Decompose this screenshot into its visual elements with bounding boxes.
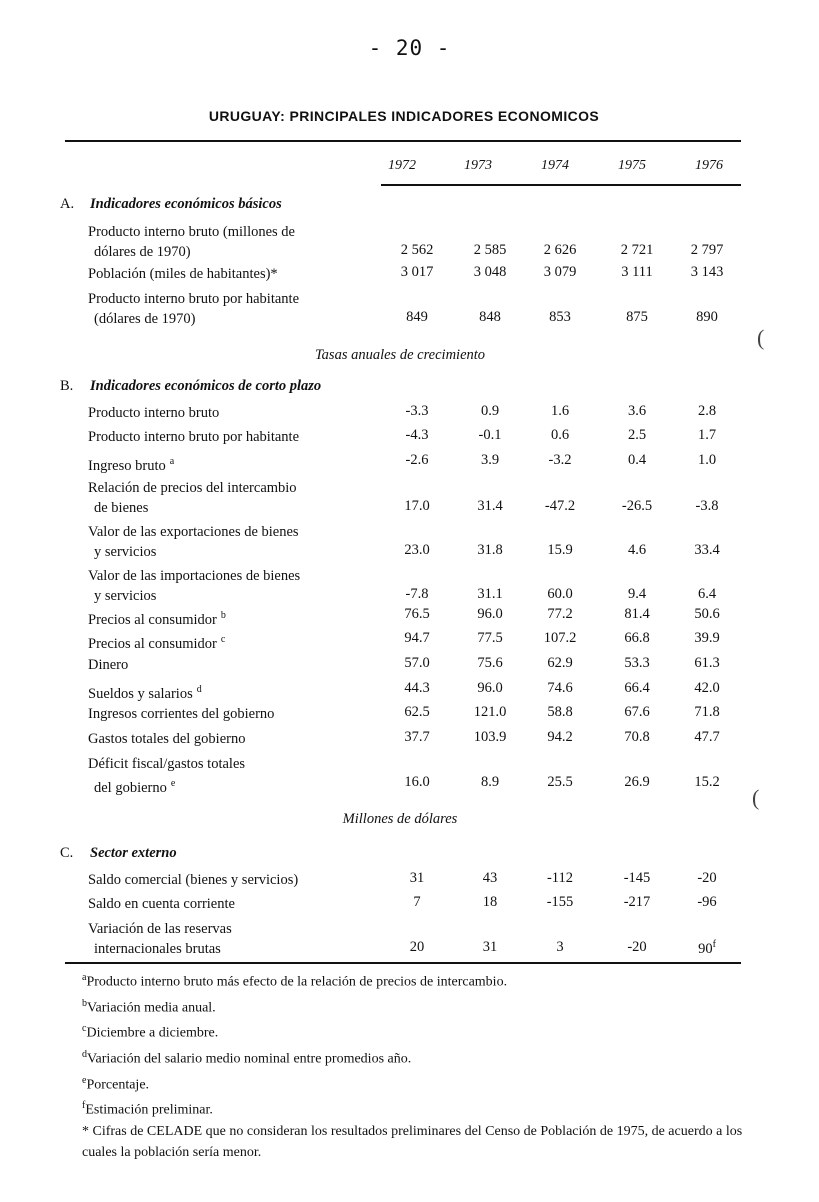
row-label xyxy=(88,264,278,284)
cell-text: 67.6 xyxy=(624,704,650,720)
cell-text: 15.2 xyxy=(694,774,720,790)
row-label-line: del gobierno xyxy=(94,779,167,796)
row-label-line: y servicios xyxy=(94,544,157,560)
footnote xyxy=(82,1018,778,1044)
cell-text: 62.9 xyxy=(547,655,573,671)
row-label-line: Dinero xyxy=(88,657,129,673)
cell-text: 70.8 xyxy=(624,729,650,745)
cell-value xyxy=(672,542,742,559)
cell-value xyxy=(672,452,742,469)
cell-value xyxy=(602,870,672,887)
footnote-text: Porcentaje. xyxy=(86,1077,150,1093)
row-label-line: internacionales brutas xyxy=(94,941,221,957)
cell-text: 2 626 xyxy=(543,242,577,258)
row-label-line: Producto interno bruto por habitante xyxy=(88,429,300,445)
cell-value xyxy=(602,606,672,623)
cell-text: 3 xyxy=(556,939,564,955)
cell-text: 31 xyxy=(409,870,425,886)
cell-value xyxy=(672,655,742,672)
cell-text: 61.3 xyxy=(694,655,720,671)
cell-text: 8.9 xyxy=(480,774,500,790)
footnote-text: Producto interno bruto más efecto de la relación de precios de intercambio. xyxy=(86,974,508,990)
footnote-text: Diciembre a diciembre. xyxy=(86,1025,219,1041)
header-rule xyxy=(381,184,741,186)
section-letter: B. xyxy=(60,378,74,394)
cell-value xyxy=(382,498,452,515)
cell-text: -20 xyxy=(627,939,647,955)
cell-text: 31.1 xyxy=(477,586,503,602)
cell-text: 853 xyxy=(549,309,571,325)
cell-text: 3 111 xyxy=(621,264,653,280)
row-label xyxy=(88,704,274,724)
cell-value xyxy=(525,542,595,559)
cell-text: 890 xyxy=(696,309,718,325)
cell-value xyxy=(525,427,595,444)
row-label-line: Saldo comercial (bienes y servicios) xyxy=(88,872,299,888)
year-header: 1973 xyxy=(464,158,492,173)
cell-text: 9.4 xyxy=(627,586,647,602)
cell-value xyxy=(455,939,525,956)
row-label-line: Valor de las importaciones de bienes xyxy=(88,568,301,584)
row-label xyxy=(88,452,174,476)
cell-text: 94.2 xyxy=(547,729,573,745)
cell-text: 71.8 xyxy=(694,704,720,720)
row-label xyxy=(88,630,225,654)
cell-value xyxy=(382,264,452,281)
cell-text: -0.1 xyxy=(478,427,502,443)
cell-value xyxy=(525,606,595,623)
row-label xyxy=(88,919,232,959)
cell-value xyxy=(455,309,525,326)
footnote xyxy=(82,1070,778,1096)
cell-text: 3 017 xyxy=(400,264,434,280)
cell-value xyxy=(672,729,742,746)
footnote-ref: a xyxy=(169,456,175,467)
cell-text: -3.3 xyxy=(405,403,429,419)
cell-value xyxy=(602,498,672,515)
row-label-line: Saldo en cuenta corriente xyxy=(88,896,235,912)
cell-value xyxy=(455,894,525,911)
cell-value xyxy=(602,309,672,326)
row-label xyxy=(88,427,299,447)
cell-value xyxy=(672,264,742,281)
cell-text: 1.0 xyxy=(697,452,717,468)
footnote-text: Variación media anual. xyxy=(87,1000,216,1016)
cell-text: 31.4 xyxy=(477,498,503,514)
cell-value xyxy=(455,498,525,515)
cell-text: 74.6 xyxy=(547,680,573,696)
cell-value xyxy=(455,542,525,559)
cell-text: -47.2 xyxy=(544,498,576,514)
cell-text: 0.6 xyxy=(550,427,570,443)
cell-text: 23.0 xyxy=(404,542,430,558)
footnote-mark: b xyxy=(82,997,87,1009)
cell-value xyxy=(455,427,525,444)
cell-value xyxy=(672,939,742,958)
cell-value xyxy=(525,870,595,887)
cell-value xyxy=(455,452,525,469)
footnotes xyxy=(58,967,778,1163)
subheading-growth: Tasas anuales de crecimiento xyxy=(314,347,486,363)
cell-value xyxy=(382,309,452,326)
cell-value xyxy=(602,403,672,420)
cell-text: 6.4 xyxy=(697,586,717,602)
cell-value xyxy=(672,774,742,791)
cell-value xyxy=(455,680,525,697)
cell-text: 16.0 xyxy=(404,774,430,790)
cell-value xyxy=(602,894,672,911)
cell-text: 849 xyxy=(406,309,428,325)
footnote-ref: b xyxy=(220,610,226,621)
cell-text: 1.6 xyxy=(550,403,570,419)
row-label-line: Población (miles de habitantes)* xyxy=(88,266,278,282)
cell-value xyxy=(602,542,672,559)
cell-text: 0.4 xyxy=(627,452,647,468)
cell-text: 31 xyxy=(482,939,498,955)
cell-text: -4.3 xyxy=(405,427,429,443)
cell-text: 77.2 xyxy=(547,606,573,622)
cell-value xyxy=(525,309,595,326)
footnote xyxy=(82,993,778,1019)
cell-value xyxy=(672,680,742,697)
cell-value xyxy=(382,870,452,887)
cell-value xyxy=(382,606,452,623)
cell-value xyxy=(455,870,525,887)
cell-text: 96.0 xyxy=(477,680,503,696)
cell-value xyxy=(602,242,672,259)
row-label-line: Producto interno bruto xyxy=(88,405,220,421)
row-label-line: Valor de las exportaciones de bienes xyxy=(88,524,299,540)
cell-value xyxy=(455,606,525,623)
subheading-millions: Millones de dólares xyxy=(342,811,458,827)
row-label-line: Sueldos y salarios xyxy=(88,685,193,702)
cell-value xyxy=(602,729,672,746)
cell-text: 17.0 xyxy=(404,498,430,514)
footnote-mark: a xyxy=(82,972,87,983)
cell-value xyxy=(602,704,672,721)
year-header: 1974 xyxy=(541,158,569,173)
page-number: - 20 - xyxy=(368,36,451,60)
cell-text: 77.5 xyxy=(477,630,503,646)
cell-text: 47.7 xyxy=(694,729,720,745)
row-label xyxy=(88,289,299,329)
footnote-mark: c xyxy=(82,1023,87,1035)
cell-text: 26.9 xyxy=(624,774,650,790)
cell-value xyxy=(382,427,452,444)
cell-text: -2.6 xyxy=(405,452,429,468)
row-label xyxy=(88,894,235,914)
cell-text: 53.3 xyxy=(624,655,650,671)
cell-value xyxy=(602,427,672,444)
cell-text: 94.7 xyxy=(404,630,430,646)
cell-text: 57.0 xyxy=(404,655,430,671)
section-letter: C. xyxy=(60,845,74,861)
row-label xyxy=(88,522,299,562)
cell-text: 33.4 xyxy=(694,542,720,558)
cell-value xyxy=(455,774,525,791)
cell-value xyxy=(382,542,452,559)
cell-text: 76.5 xyxy=(404,606,430,622)
cell-value xyxy=(382,655,452,672)
cell-value xyxy=(525,630,595,647)
cell-value xyxy=(672,498,742,515)
cell-text: -96 xyxy=(697,894,717,910)
section-letter: A. xyxy=(60,196,75,212)
cell-text: 66.8 xyxy=(624,630,650,646)
cell-text: -3.8 xyxy=(695,498,719,514)
cell-value xyxy=(382,729,452,746)
cell-value xyxy=(672,242,742,259)
cell-text: 2 585 xyxy=(473,242,507,258)
cell-value xyxy=(602,655,672,672)
cell-value xyxy=(382,704,452,721)
cell-value xyxy=(672,870,742,887)
cell-value xyxy=(602,586,672,603)
cell-text: 44.3 xyxy=(404,680,430,696)
row-label-line: Precios al consumidor xyxy=(88,635,217,652)
cell-text: -217 xyxy=(623,894,651,910)
cell-text: 96.0 xyxy=(477,606,503,622)
cell-text: 3 079 xyxy=(543,264,577,280)
cell-text: 20 xyxy=(409,939,425,955)
year-header: 1972 xyxy=(388,158,416,173)
cell-value xyxy=(525,939,595,956)
cell-value xyxy=(382,630,452,647)
census-note: * Cifras de CELADE que no consideran los resultados preliminares del Censo de Población de 1975, de acuerdo a los cuales la población sería menor. xyxy=(82,1123,743,1160)
cell-text: 18 xyxy=(482,894,498,910)
cell-text: 3 143 xyxy=(690,264,724,280)
cell-value xyxy=(455,704,525,721)
cell-value xyxy=(455,630,525,647)
cell-value xyxy=(525,264,595,281)
footnote-mark: f xyxy=(82,1100,86,1112)
cell-text: 4.6 xyxy=(627,542,647,558)
row-label xyxy=(88,680,202,704)
footnote-ref: c xyxy=(220,634,226,645)
row-label-line: dólares de 1970) xyxy=(94,244,191,260)
cell-value xyxy=(382,939,452,956)
cell-text: 3.6 xyxy=(627,403,647,419)
cell-text: 2 797 xyxy=(690,242,724,258)
table-title: URUGUAY: PRINCIPALES INDICADORES ECONOMICOS xyxy=(208,108,600,124)
top-rule xyxy=(65,140,741,142)
row-label-line: Ingresos corrientes del gobierno xyxy=(88,706,275,722)
cell-value xyxy=(455,586,525,603)
cell-text: -20 xyxy=(697,870,717,886)
footnote-ref: f xyxy=(712,939,716,950)
row-label-line: Producto interno bruto por habitante xyxy=(88,291,300,307)
cell-value xyxy=(382,894,452,911)
section-label: Indicadores económicos básicos xyxy=(90,196,282,212)
cell-text: 1.7 xyxy=(697,427,717,443)
cell-text: -3.2 xyxy=(548,452,572,468)
cell-text: 0.9 xyxy=(480,403,500,419)
row-label xyxy=(88,729,245,749)
cell-text: 66.4 xyxy=(624,680,650,696)
cell-value xyxy=(455,403,525,420)
footnote-text: Variación del salario medio nominal entre promedios año. xyxy=(87,1051,412,1067)
cell-value xyxy=(382,452,452,469)
cell-value xyxy=(672,630,742,647)
cell-value xyxy=(602,630,672,647)
cell-value xyxy=(525,655,595,672)
cell-value xyxy=(525,242,595,259)
year-header: 1976 xyxy=(695,158,723,173)
section-label: Sector externo xyxy=(90,845,177,861)
cell-value xyxy=(672,894,742,911)
cell-text: -7.8 xyxy=(405,586,429,602)
row-label-line: y servicios xyxy=(94,588,157,604)
cell-value xyxy=(525,403,595,420)
cell-text: 90 xyxy=(698,940,713,957)
footnote-ref: d xyxy=(196,684,202,695)
cell-value xyxy=(525,680,595,697)
cell-value xyxy=(525,586,595,603)
cell-text: 31.8 xyxy=(477,542,503,558)
cell-value xyxy=(455,655,525,672)
cell-text: 81.4 xyxy=(624,606,650,622)
cell-value xyxy=(602,774,672,791)
cell-value xyxy=(382,242,452,259)
cell-text: 43 xyxy=(482,870,498,886)
cell-text: 121.0 xyxy=(473,704,507,720)
cell-value xyxy=(525,774,595,791)
row-label-line: Producto interno bruto (millones de xyxy=(88,224,295,240)
section-label: Indicadores económicos de corto plazo xyxy=(90,378,322,394)
footnote xyxy=(82,1095,778,1121)
row-label xyxy=(88,222,295,262)
footnote-ref: e xyxy=(170,778,176,789)
cell-value xyxy=(602,680,672,697)
row-label-line: Gastos totales del gobierno xyxy=(88,731,246,747)
cell-text: 848 xyxy=(479,309,501,325)
row-label-line: Relación de precios del intercambio xyxy=(88,480,297,496)
footnote-mark: e xyxy=(82,1074,87,1086)
cell-text: 103.9 xyxy=(473,729,507,745)
row-label xyxy=(88,566,300,606)
cell-text: -145 xyxy=(623,870,651,886)
margin-mark: ( xyxy=(752,785,760,810)
cell-text: 7 xyxy=(413,894,421,910)
row-label xyxy=(88,478,297,518)
cell-text: -26.5 xyxy=(621,498,653,514)
cell-value xyxy=(382,680,452,697)
cell-text: 15.9 xyxy=(547,542,573,558)
cell-value xyxy=(602,452,672,469)
cell-text: 3.9 xyxy=(480,452,500,468)
row-label-line: de bienes xyxy=(94,500,149,516)
row-label-line: Variación de las reservas xyxy=(88,921,232,937)
row-label-line: Precios al consumidor xyxy=(88,611,217,628)
cell-value xyxy=(455,729,525,746)
cell-text: 62.5 xyxy=(404,704,430,720)
cell-value xyxy=(672,606,742,623)
cell-text: 50.6 xyxy=(694,606,720,622)
cell-value xyxy=(525,729,595,746)
cell-text: 25.5 xyxy=(547,774,573,790)
cell-value xyxy=(455,264,525,281)
cell-value xyxy=(382,403,452,420)
cell-value xyxy=(525,452,595,469)
cell-text: -112 xyxy=(546,870,574,886)
cell-value xyxy=(672,704,742,721)
year-header: 1975 xyxy=(618,158,646,173)
row-label xyxy=(88,754,245,798)
cell-text: 2 721 xyxy=(620,242,654,258)
cell-text: 2.8 xyxy=(697,403,717,419)
row-label-line: (dólares de 1970) xyxy=(94,311,196,327)
row-label xyxy=(88,606,226,630)
row-label xyxy=(88,655,128,675)
footnote-mark: d xyxy=(82,1048,87,1060)
margin-mark: ( xyxy=(757,325,765,350)
cell-text: 42.0 xyxy=(694,680,720,696)
cell-value xyxy=(525,894,595,911)
cell-text: 3 048 xyxy=(473,264,507,280)
cell-value xyxy=(382,586,452,603)
bottom-rule xyxy=(65,962,741,964)
footnote xyxy=(82,967,778,993)
cell-text: 2 562 xyxy=(400,242,434,258)
cell-text: -155 xyxy=(546,894,574,910)
cell-text: 75.6 xyxy=(477,655,503,671)
row-label-line: Ingreso bruto xyxy=(88,457,166,474)
cell-value xyxy=(672,403,742,420)
cell-value xyxy=(672,309,742,326)
row-label xyxy=(88,870,298,890)
cell-value xyxy=(455,242,525,259)
row-label-line: Déficit fiscal/gastos totales xyxy=(88,756,246,772)
cell-text: 2.5 xyxy=(627,427,647,443)
footnote xyxy=(82,1044,778,1070)
cell-value xyxy=(672,427,742,444)
cell-value xyxy=(602,264,672,281)
cell-text: 875 xyxy=(626,309,648,325)
cell-text: 107.2 xyxy=(543,630,577,646)
cell-value xyxy=(525,498,595,515)
cell-text: 58.8 xyxy=(547,704,573,720)
cell-value xyxy=(525,704,595,721)
cell-text: 60.0 xyxy=(547,586,573,602)
footnote-text: Estimación preliminar. xyxy=(85,1102,213,1118)
cell-text: 39.9 xyxy=(694,630,720,646)
cell-text: 37.7 xyxy=(404,729,430,745)
cell-value xyxy=(672,586,742,603)
cell-value xyxy=(382,774,452,791)
cell-value xyxy=(602,939,672,956)
row-label xyxy=(88,403,219,423)
